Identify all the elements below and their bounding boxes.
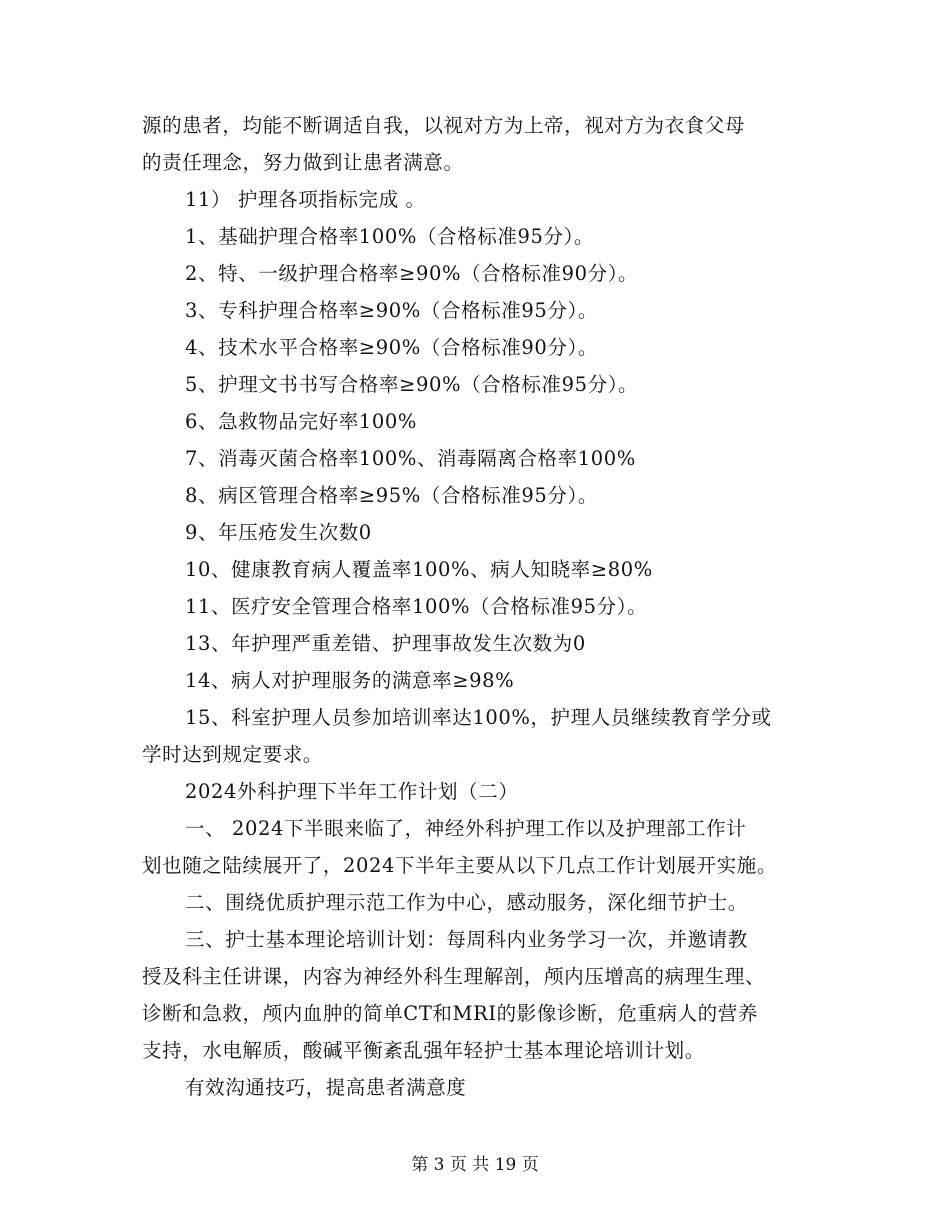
text-line: 一、 2024下半眼来临了，神经外科护理工作以及护理部工作计 xyxy=(185,817,747,840)
text-line: 3、专科护理合格率≥90%（合格标准95分）。 xyxy=(185,299,598,322)
text-line: 6、急救物品完好率100% xyxy=(185,410,417,433)
text-line: 三、护士基本理论培训计划：每周科内业务学习一次，并邀请教 xyxy=(185,928,748,951)
text-line: 支持，水电解质，酸碱平衡紊乱强年轻护士基本理论培训计划。 xyxy=(142,1039,705,1062)
text-line: 7、消毒灭菌合格率100%、消毒隔离合格率100% xyxy=(185,447,636,470)
text-line: 15、科室护理人员参加培训率达100%，护理人员继续教育学分或 xyxy=(185,706,772,729)
text-line: 4、技术水平合格率≥90%（合格标准90分）。 xyxy=(185,336,598,359)
text-line: 源的患者，均能不断调适自我，以视对方为上帝，视对方为衣食父母 xyxy=(142,114,746,137)
text-line: 14、病人对护理服务的满意率≥98% xyxy=(185,669,515,692)
text-line: 5、护理文书书写合格率≥90%（合格标准95分）。 xyxy=(185,373,639,396)
text-line: 划也随之陆续展开了，2024下半年主要从以下几点工作计划展开实施。 xyxy=(142,854,777,877)
text-line: 10、健康教育病人覆盖率100%、病人知晓率≥80% xyxy=(185,558,653,581)
text-line: 诊断和急救，颅内血肿的简单CT和MRI的影像诊断，危重病人的营养 xyxy=(142,1002,758,1025)
section-heading: 2024外科护理下半年工作计划（二） xyxy=(185,780,519,803)
text-line: 授及科主任讲课，内容为神经外科生理解剖，颅内压增高的病理生理、 xyxy=(142,965,766,988)
text-line: 8、病区管理合格率≥95%（合格标准95分）。 xyxy=(185,484,598,507)
text-line: 9、年压疮发生次数0 xyxy=(185,521,372,544)
text-line: 的责任理念，努力做到让患者满意。 xyxy=(142,151,464,174)
page-footer: 第 3 页 共 19 页 xyxy=(411,1155,539,1175)
text-line: 11、医疗安全管理合格率100%（合格标准95分）。 xyxy=(185,595,648,618)
text-line: 11） 护理各项指标完成 。 xyxy=(185,188,426,211)
text-line: 2、特、一级护理合格率≥90%（合格标准90分）。 xyxy=(185,262,639,285)
text-line: 学时达到规定要求。 xyxy=(142,743,323,766)
text-line: 有效沟通技巧，提高患者满意度 xyxy=(185,1076,467,1099)
text-line: 13、年护理严重差错、护理事故发生次数为0 xyxy=(185,632,586,655)
text-line: 1、基础护理合格率100%（合格标准95分）。 xyxy=(185,225,595,248)
text-line: 二、围绕优质护理示范工作为中心，感动服务，深化细节护士。 xyxy=(185,891,748,914)
